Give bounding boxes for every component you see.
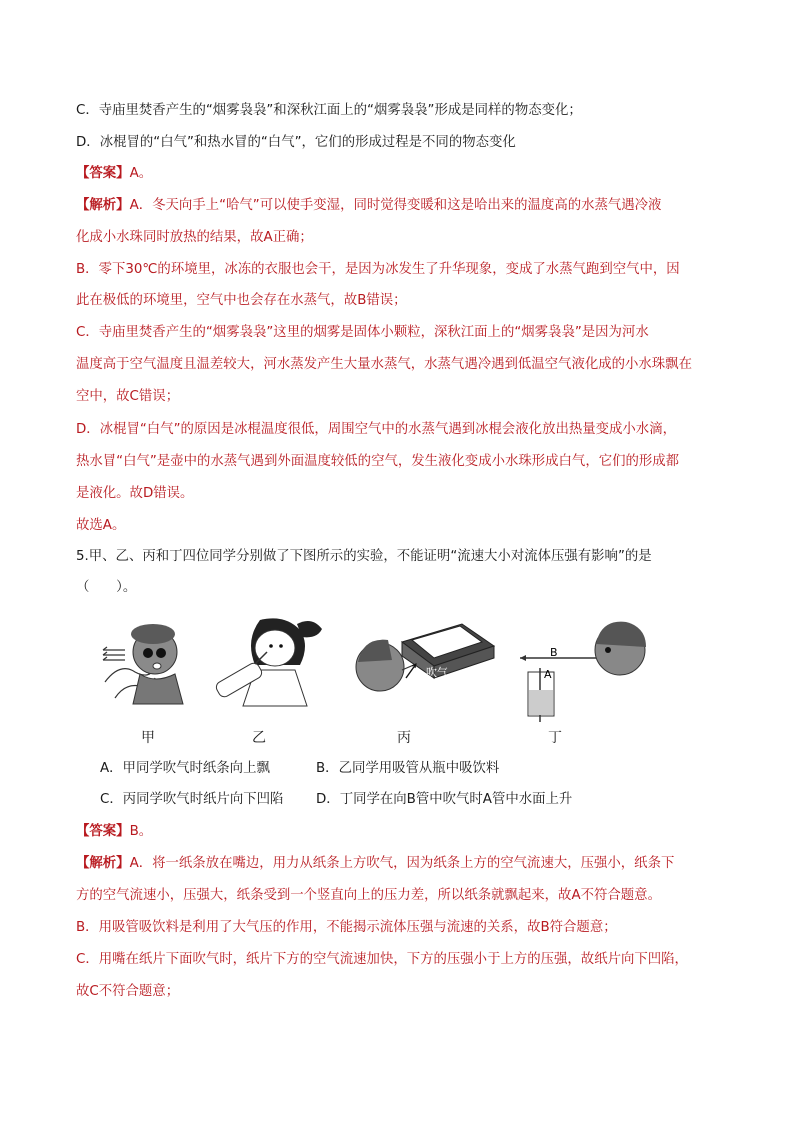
figure-caption-yi: 乙 bbox=[252, 730, 266, 746]
figure-caption-jia: 甲 bbox=[141, 730, 155, 746]
analysis-text: A．冬天向手上“哈气”可以使手变湿，同时觉得变暖和这是哈出来的温度高的水蒸气遇冷液 bbox=[129, 198, 662, 213]
q5-analysis-c-line2: 故C不符合题意； bbox=[76, 984, 180, 999]
q5-analysis-a-line2: 方的空气流速小，压强大，纸条受到一个竖直向上的压力差，所以纸条就飘起来，故A不符合题意。 bbox=[76, 888, 661, 903]
q4-analysis-b-line2: 此在极低的环境里，空气中也会存在水蒸气，故B错误； bbox=[76, 293, 407, 308]
tube-b-label: B bbox=[550, 646, 558, 659]
q4-analysis-c-line2: 温度高于空气温度且温差较大，河水蒸发产生大量水蒸气，水蒸气遇冷遇到低温空气液化成的小水珠飘在 bbox=[76, 357, 692, 372]
q5-answer bbox=[76, 822, 726, 842]
answer-value: A。 bbox=[129, 166, 153, 181]
analysis-text: A．将一纸条放在嘴边，用力从纸条上方吹气，因为纸条上方的空气流速大，压强小，纸条下 bbox=[129, 856, 675, 871]
figure-yi bbox=[205, 612, 330, 712]
analysis-tag: 【解析】 bbox=[76, 198, 130, 213]
tube-a-label: A bbox=[544, 668, 552, 681]
q4-analysis-a-line2: 化成小水珠同时放热的结果，故A正确； bbox=[76, 230, 313, 245]
q5-option-b: B．乙同学用吸管从瓶中吸饮料 bbox=[316, 761, 500, 776]
q5-analysis-a-line1 bbox=[76, 854, 726, 874]
answer-tag: 【答案】 bbox=[76, 824, 130, 839]
q5-option-d: D．丁同学在向B管中吹气时A管中水面上升 bbox=[316, 792, 573, 807]
q4-answer bbox=[76, 164, 726, 184]
answer-value: B。 bbox=[129, 824, 153, 839]
q5-stem-line2: （ ）。 bbox=[76, 580, 137, 595]
q4-conclusion: 故选A。 bbox=[76, 518, 126, 533]
figure-jia bbox=[95, 612, 205, 712]
figure-ding bbox=[510, 612, 650, 722]
figure-bing bbox=[350, 612, 495, 712]
q4-analysis-c-line1: C．寺庙里焚香产生的“烟雾袅袅”这里的烟雾是固体小颗粒，深秋江面上的“烟雾袅袅”是因为河水 bbox=[76, 325, 649, 340]
q4-analysis-d-line3: 是液化。故D错误。 bbox=[76, 486, 194, 501]
q4-analysis-b-line1: B．零下30℃的环境里，冰冻的衣服也会干，是因为冰发生了升华现象，变成了水蒸气跑到空气中，因 bbox=[76, 262, 680, 277]
q5-stem-line1: 5.甲、乙、丙和丁四位同学分别做了下图所示的实验，不能证明“流速大小对流体压强有影响”的是 bbox=[76, 549, 652, 564]
q4-analysis-d-line2: 热水冒“白气”是壶中的水蒸气遇到外面温度较低的空气，发生液化变成小水珠形成白气，它们的形成都 bbox=[76, 454, 680, 469]
analysis-tag: 【解析】 bbox=[76, 856, 130, 871]
q5-analysis-b: B．用吸管吸饮料是利用了大气压的作用，不能揭示流体压强与流速的关系，故B符合题意； bbox=[76, 920, 617, 935]
q5-option-c: C．丙同学吹气时纸片向下凹陷 bbox=[100, 792, 284, 807]
q4-analysis-c-line3: 空中，故C错误； bbox=[76, 389, 180, 404]
figure-caption-ding: 丁 bbox=[548, 730, 562, 746]
q4-analysis-d-line1: D．冰棍冒“白气”的原因是冰棍温度很低，周围空气中的水蒸气遇到冰棍会液化放出热量变成小水滴， bbox=[76, 422, 676, 437]
figure-caption-bing: 丙 bbox=[397, 730, 411, 746]
q4-option-c: C．寺庙里焚香产生的“烟雾袅袅”和深秋江面上的“烟雾袅袅”形成是同样的物态变化； bbox=[76, 103, 582, 118]
answer-tag: 【答案】 bbox=[76, 166, 130, 181]
q4-option-d: D．冰棍冒的“白气”和热水冒的“白气”，它们的形成过程是不同的物态变化 bbox=[76, 135, 516, 150]
q5-analysis-c-line1: C．用嘴在纸片下面吹气时，纸片下方的空气流速加快，下方的压强小于上方的压强，故纸片向下凹陷， bbox=[76, 952, 688, 967]
q4-analysis-a-line1 bbox=[76, 196, 726, 216]
blow-label: 吹气 bbox=[426, 666, 448, 679]
q5-option-a: A．甲同学吹气时纸条向上飘 bbox=[100, 761, 270, 776]
